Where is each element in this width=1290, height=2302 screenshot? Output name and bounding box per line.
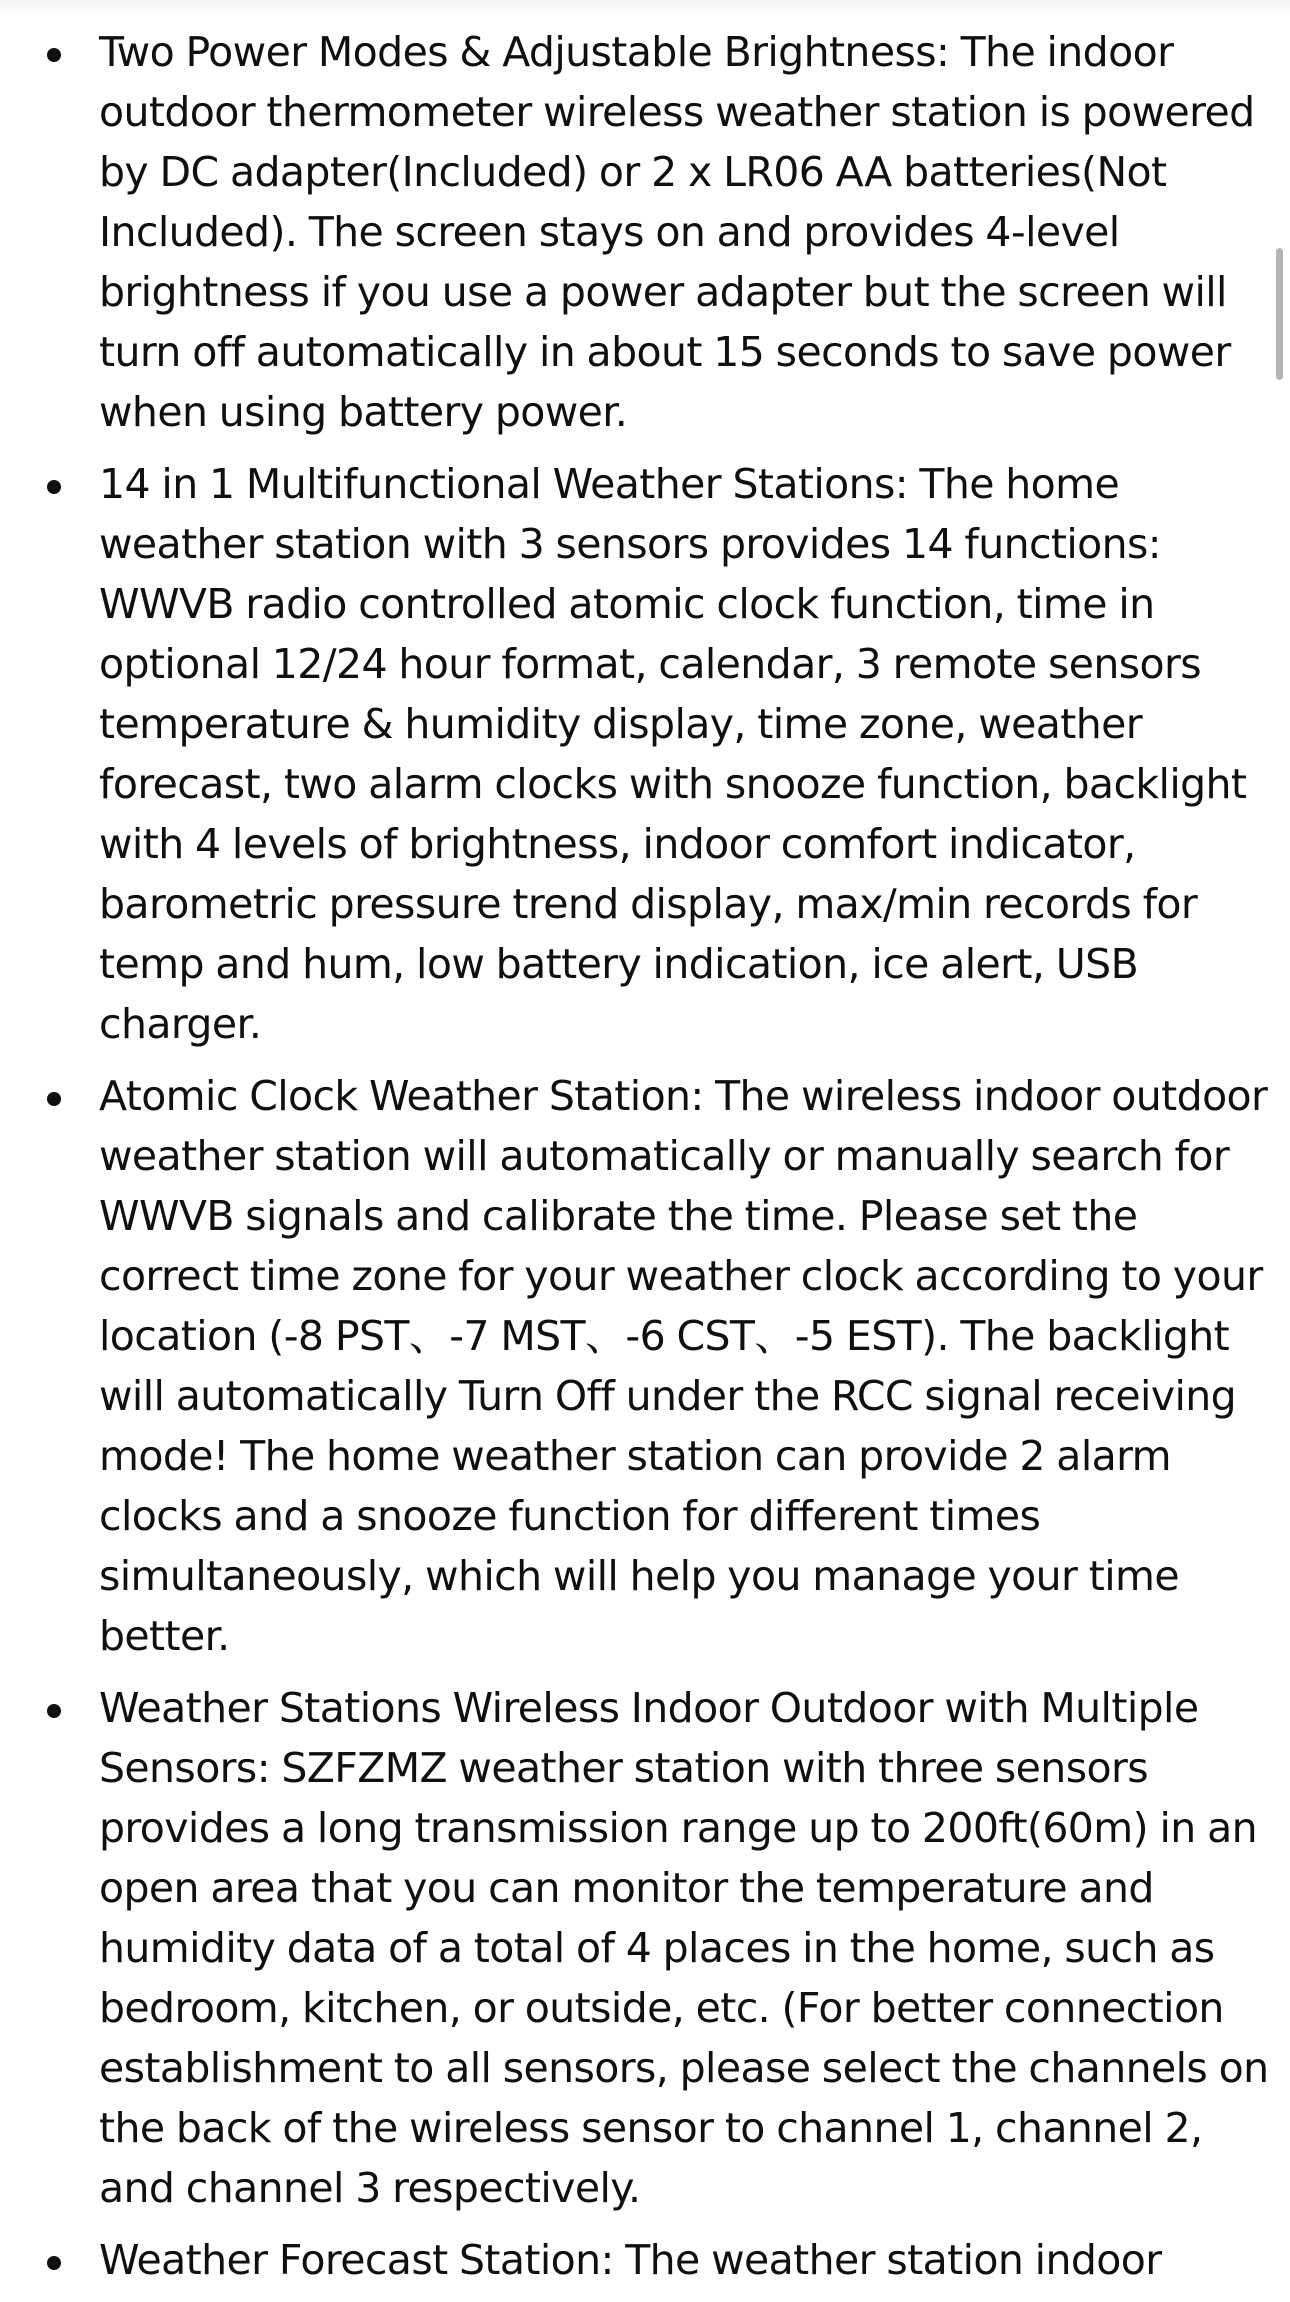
bullet-dot-icon <box>47 1704 61 1718</box>
feature-bullet-text: Weather Forecast Station: The weather station indoor <box>99 2236 1162 2284</box>
feature-bullet-item <box>0 1678 1290 2218</box>
feature-bullet-text: 14 in 1 Multifunctional Weather Stations: The home weather station with 3 sensors provides 14 functions: WWVB radio controlled atomic clock function, time in optional 12/24 hour format, calendar, 3 remote sensors temperature & humidity display, time zone, weather forecast, two alarm clocks with snooze function, backlight with 4 levels of brightness, indoor comfort indicator, barometric pressure trend display, max/min records for temp and hum, low battery indication, ice alert, USB charger. <box>99 460 1247 1048</box>
feature-bullet-list <box>0 22 1290 2302</box>
feature-bullet-text: Atomic Clock Weather Station: The wireless indoor outdoor weather station will automatically or manually search for WWVB signals and calibrate the time. Please set the correct time zone for your weather clock according to your location (-8 PST、-7 MST、-6 CST、-5 EST). The backlight will automatically Turn Off under the RCC signal receiving mode! The home weather station can provide 2 alarm clocks and a snooze function for different times simultaneously, which will help you manage your time better. <box>99 1072 1268 1660</box>
feature-bullet-text: Weather Stations Wireless Indoor Outdoor with Multiple Sensors: SZFZMZ weather station with three sensors provides a long transmission range up to 200ft(60m) in an open area that you can monitor the temperature and humidity data of a total of 4 places in the home, such as bedroom, kitchen, or outside, etc. (For better connection establishment to all sensors, please select the channels on the back of the wireless sensor to channel 1, channel 2, and channel 3 respectively. <box>99 1684 1269 2212</box>
bullet-dot-icon <box>47 1092 61 1106</box>
bullet-dot-icon <box>47 2256 61 2270</box>
feature-bullet-item <box>0 2230 1290 2290</box>
bullet-dot-icon <box>47 48 61 62</box>
feature-bullet-item <box>0 454 1290 1054</box>
feature-bullet-item <box>0 22 1290 442</box>
vertical-scrollbar-thumb[interactable] <box>1276 248 1283 380</box>
feature-bullet-text: Two Power Modes & Adjustable Brightness: The indoor outdoor thermometer wireless weather station is powered by DC adapter(Included) or 2 x LR06 AA batteries(Not Included). The screen stays on and provides 4-level brightness if you use a power adapter but the screen will turn off automatically in about 15 seconds to save power when using battery power. <box>99 28 1255 436</box>
top-edge-shadow <box>0 0 1290 14</box>
feature-bullet-item <box>0 1066 1290 1666</box>
bullet-dot-icon <box>47 480 61 494</box>
